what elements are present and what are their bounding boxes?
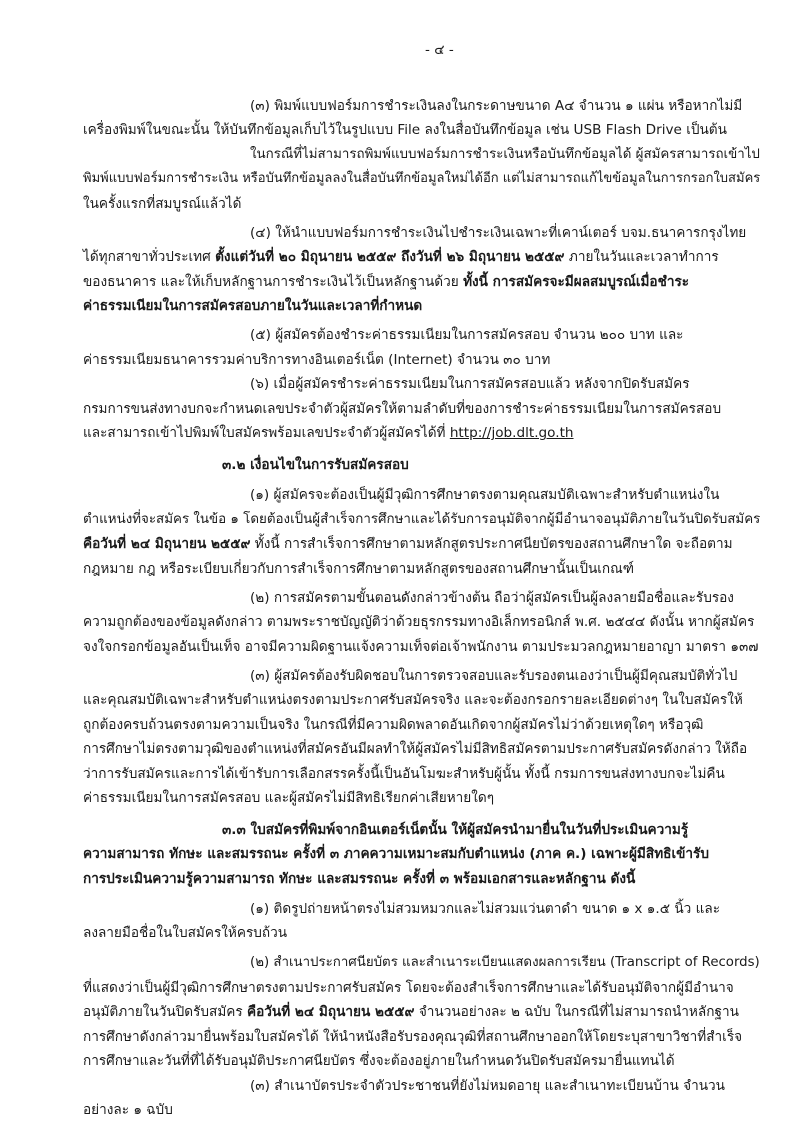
para-5-line-2: ค่าธรรมเนียมธนาคารรวมค่าบริการทางอินเตอร์เน็ต (Internet) จำนวน ๓๐ บาท [83,351,551,368]
website-link[interactable]: http://job.dlt.go.th [449,425,574,442]
s33-item-2-line-5: การศึกษาและวันที่ที่ได้รับอนุมัติประกาศนียบัตร ซึ่งจะต้องอยู่ภายในกำหนดวันปิดรับสมัครมายื่นแทนได้ [83,1053,675,1070]
s32-item-2-line-3: จงใจกรอกข้อมูลอันเป็นเท็จ อาจมีความผิดฐานแจ้งความเท็จต่อเจ้าพนักงาน ตามประมวลกฎหมายอาญา มาตรา ๑๓๗ [83,638,759,655]
section-3-3-line-3 [83,869,635,889]
s32-item-3-line-1: (๓) ผู้สมัครต้องรับผิดชอบในการตรวจสอบและรับรองตนเองว่าเป็นผู้มีคุณสมบัติทั่วไป [250,667,738,684]
s33-item-2-text-tail: จำนวนอย่างละ ๒ ฉบับ ในกรณีที่ไม่สามารถนำหลักฐาน [414,1004,739,1021]
s32-item-1-line-3 [83,534,733,554]
s33-item-1-line-1: (๑) ติดรูปถ่ายหน้าตรงไม่สวมหมวกและไม่สวมแว่นตาดำ ขนาด ๑ x ๑.๕ นิ้ว และ [250,900,720,917]
para-3-line-3: ในกรณีที่ไม่สามารถพิมพ์แบบฟอร์มการชำระเงินหรือบันทึกข้อมูลได้ ผู้สมัครสามารถเข้าไป [250,146,760,162]
s32-item-1-line-1: (๑) ผู้สมัครจะต้องเป็นผู้มีวุฒิการศึกษาตรงตามคุณสมบัติเฉพาะสำหรับตำแหน่งใน [250,487,720,504]
s33-item-2-line-4: การศึกษาดังกล่าวมายื่นพร้อมใบสมัครได้ ให้นำหนังสือรับรองคุณวุฒิที่สถานศึกษาออกให้โดยระบุสาขาวิชาที่สำเร็จ [83,1028,743,1045]
section-3-3-text: การประเมินความรู้ความสามารถ ทักษะ และสมรรถนะ ครั้งที่ ๓ พร้อมเอกสารและหลักฐาน ดังนี้ [83,870,636,887]
section-3-3-line-1 [222,820,688,840]
para-6-text: และสามารถเข้าไปพิมพ์ใบสมัครพร้อมเลขประจำตัวผู้สมัครได้ที่ [83,425,450,442]
para-3-line-5: ในครั้งแรกที่สมบูรณ์แล้วได้ [83,195,242,212]
para-4-line-4 [83,296,422,316]
para-3-line-2: เครื่องพิมพ์ในขณะนั้น ให้บันทึกข้อมูลเก็บไว้ในรูปแบบ File ลงในสื่อบันทึกข้อมูล เช่น USB Flash Drive เป็นต้น [83,122,727,139]
section-3-3-title: ๓.๓ ใบสมัครที่พิมพ์จากอินเตอร์เน็ตนั้น ให้ผู้สมัครนำมายื่นในวันที่ประเมินความรู้ [222,821,689,838]
s33-item-2-text: อนุมัติภายในวันปิดรับสมัคร [83,1004,248,1021]
para-4-text: ของธนาคาร และให้เก็บหลักฐานการชำระเงินไว้เป็นหลักฐานด้วย [83,273,464,290]
para-3-line-1: (๓) พิมพ์แบบฟอร์มการชำระเงินลงในกระดาษขนาด A๔ จำนวน ๑ แผ่น หรือหากไม่มี [250,98,743,114]
s32-item-1-line-2: ตำแหน่งที่จะสมัคร ในข้อ ๑ โดยต้องเป็นผู้สำเร็จการศึกษาและได้รับการอนุมัติจากผู้มีอำนาจอนุมัติภายในวันปิดรับสมัคร [83,511,761,527]
section-3-3-text: ความสามารถ ทักษะ และสมรรถนะ ครั้งที่ ๓ ภาคความเหมาะสมกับตำแหน่ง (ภาค ค.) เฉพาะผู้มีสิทธิเข้ารับ [83,846,709,863]
completion-condition-tail: ค่าธรรมเนียมในการสมัครสอบภายในวันและเวลาที่กำหนด [83,298,423,315]
para-4-line-1: (๔) ให้นำแบบฟอร์มการชำระเงินไปชำระเงินเฉพาะที่เคาน์เตอร์ บจม.ธนาคารกรุงไทย [250,224,747,241]
para-6-line-2: กรมการขนส่งทางบกจะกำหนดเลขประจำตัวผู้สมัครให้ตามลำดับที่ของการชำระค่าธรรมเนียมในการสมัครสอบ [83,400,722,417]
para-4-text-tail: ภายในวันและเวลาทำการ [564,249,719,266]
section-3-2-title: ๓.๒ เงื่อนไขในการรับสมัครสอบ [222,457,409,474]
para-4-text: ได้ทุกสาขาทั่วประเทศ [83,249,216,266]
s33-item-3-line-2: อย่างละ ๑ ฉบับ [83,1102,173,1118]
payment-period: ตั้งแต่วันที่ ๒๐ มิถุนายน ๒๕๕๙ ถึงวันที่ ๒๖ มิถุนายน ๒๕๕๙ [215,249,565,266]
closing-date: คือวันที่ ๒๔ มิถุนายน ๒๕๕๙ [247,1004,415,1021]
section-3-3-line-2 [83,844,709,864]
para-4-line-3 [83,272,689,292]
s33-item-2-line-1: (๒) สำเนาประกาศนียบัตร และสำเนาระเบียนแสดงผลการเรียน (Transcript of Records) [250,955,760,971]
para-3-line-4: พิมพ์แบบฟอร์มการชำระเงิน หรือบันทึกข้อมูลลงในสื่อบันทึกข้อมูลใหม่ได้อีก แต่ไม่สามารถแก้ไขข้อมูลในการกรอกใบสมัคร [83,171,761,187]
para-6-line-3 [83,423,574,443]
s32-item-3-line-5: ว่าการรับสมัครและการได้เข้ารับการเลือกสรรครั้งนี้เป็นอันโมฆะสำหรับผู้นั้น ทั้งนี้ กรมการขนส่งทางบกจะไม่คืน [83,765,725,782]
s32-item-3-line-6: ค่าธรรมเนียมในการสมัครสอบ และผู้สมัครไม่มีสิทธิเรียกค่าเสียหายใดๆ [83,789,495,806]
section-3-2-heading [222,455,409,475]
closing-date: คือวันที่ ๒๔ มิถุนายน ๒๕๕๙ [83,536,251,553]
s33-item-3-line-1: (๓) สำเนาบัตรประจำตัวประชาชนที่ยังไม่หมดอายุ และสำเนาทะเบียนบ้าน จำนวน [250,1077,725,1094]
s33-item-2-line-2: ที่แสดงว่าเป็นผู้มีวุฒิการศึกษาตรงตามประกาศรับสมัคร โดยจะต้องสำเร็จการศึกษาและได้รับอนุมัติจากผู้มีอำนาจ [83,979,734,996]
s32-item-3-line-2: และคุณสมบัติเฉพาะสำหรับตำแหน่งตรงตามประกาศรับสมัครจริง และจะต้องกรอกรายละเอียดต่างๆ ในใบสมัครให้ [83,692,743,709]
para-6-line-1: (๖) เมื่อผู้สมัครชำระค่าธรรมเนียมในการสมัครสอบแล้ว หลังจากปิดรับสมัคร [250,376,690,393]
s32-item-1-text: ทั้งนี้ การสำเร็จการศึกษาตามหลักสูตรประกาศนียบัตรของสถานศึกษาใด จะถือตาม [250,536,733,553]
s32-item-3-line-3: ถูกต้องครบถ้วนตรงตามความเป็นจริง ในกรณีที่มีความผิดพลาดอันเกิดจากผู้สมัครไม่ว่าด้วยเหตุใดๆ หรือวุฒิ [83,716,704,733]
s33-item-2-line-3 [83,1002,739,1022]
s32-item-3-line-4: การศึกษาไม่ตรงตามวุฒิของตำแหน่งที่สมัครอันมีผลทำให้ผู้สมัครไม่มีสิทธิสมัครตามประกาศรับสมัครดังกล่าว ให้ถือ [83,741,748,757]
s32-item-2-line-1: (๒) การสมัครตามขั้นตอนดังกล่าวข้างต้น ถือว่าผู้สมัครเป็นผู้ลงลายมือชื่อและรับรอง [250,589,734,606]
page-number: - ๔ - [425,42,454,58]
para-5-line-1: (๕) ผู้สมัครต้องชำระค่าธรรมเนียมในการสมัครสอบ จำนวน ๒๐๐ บาท และ [250,327,684,344]
s32-item-2-line-2: ความถูกต้องของข้อมูลดังกล่าว ตามพระราชบัญญัติว่าด้วยธุรกรรมทางอิเล็กทรอนิกส์ พ.ศ. ๒๕๔๔ ดังนั้น หากผู้สมัคร [83,614,755,631]
para-4-line-2 [83,247,719,267]
s33-item-1-line-2: ลงลายมือชื่อในใบสมัครให้ครบถ้วน [83,925,288,942]
completion-condition: ทั้งนี้ การสมัครจะมีผลสมบูรณ์เมื่อชำระ [463,273,690,290]
s32-item-1-line-4: กฎหมาย กฎ หรือระเบียบเกี่ยวกับการสำเร็จการศึกษาตามหลักสูตรของสถานศึกษานั้นเป็นเกณฑ์ [83,560,635,577]
